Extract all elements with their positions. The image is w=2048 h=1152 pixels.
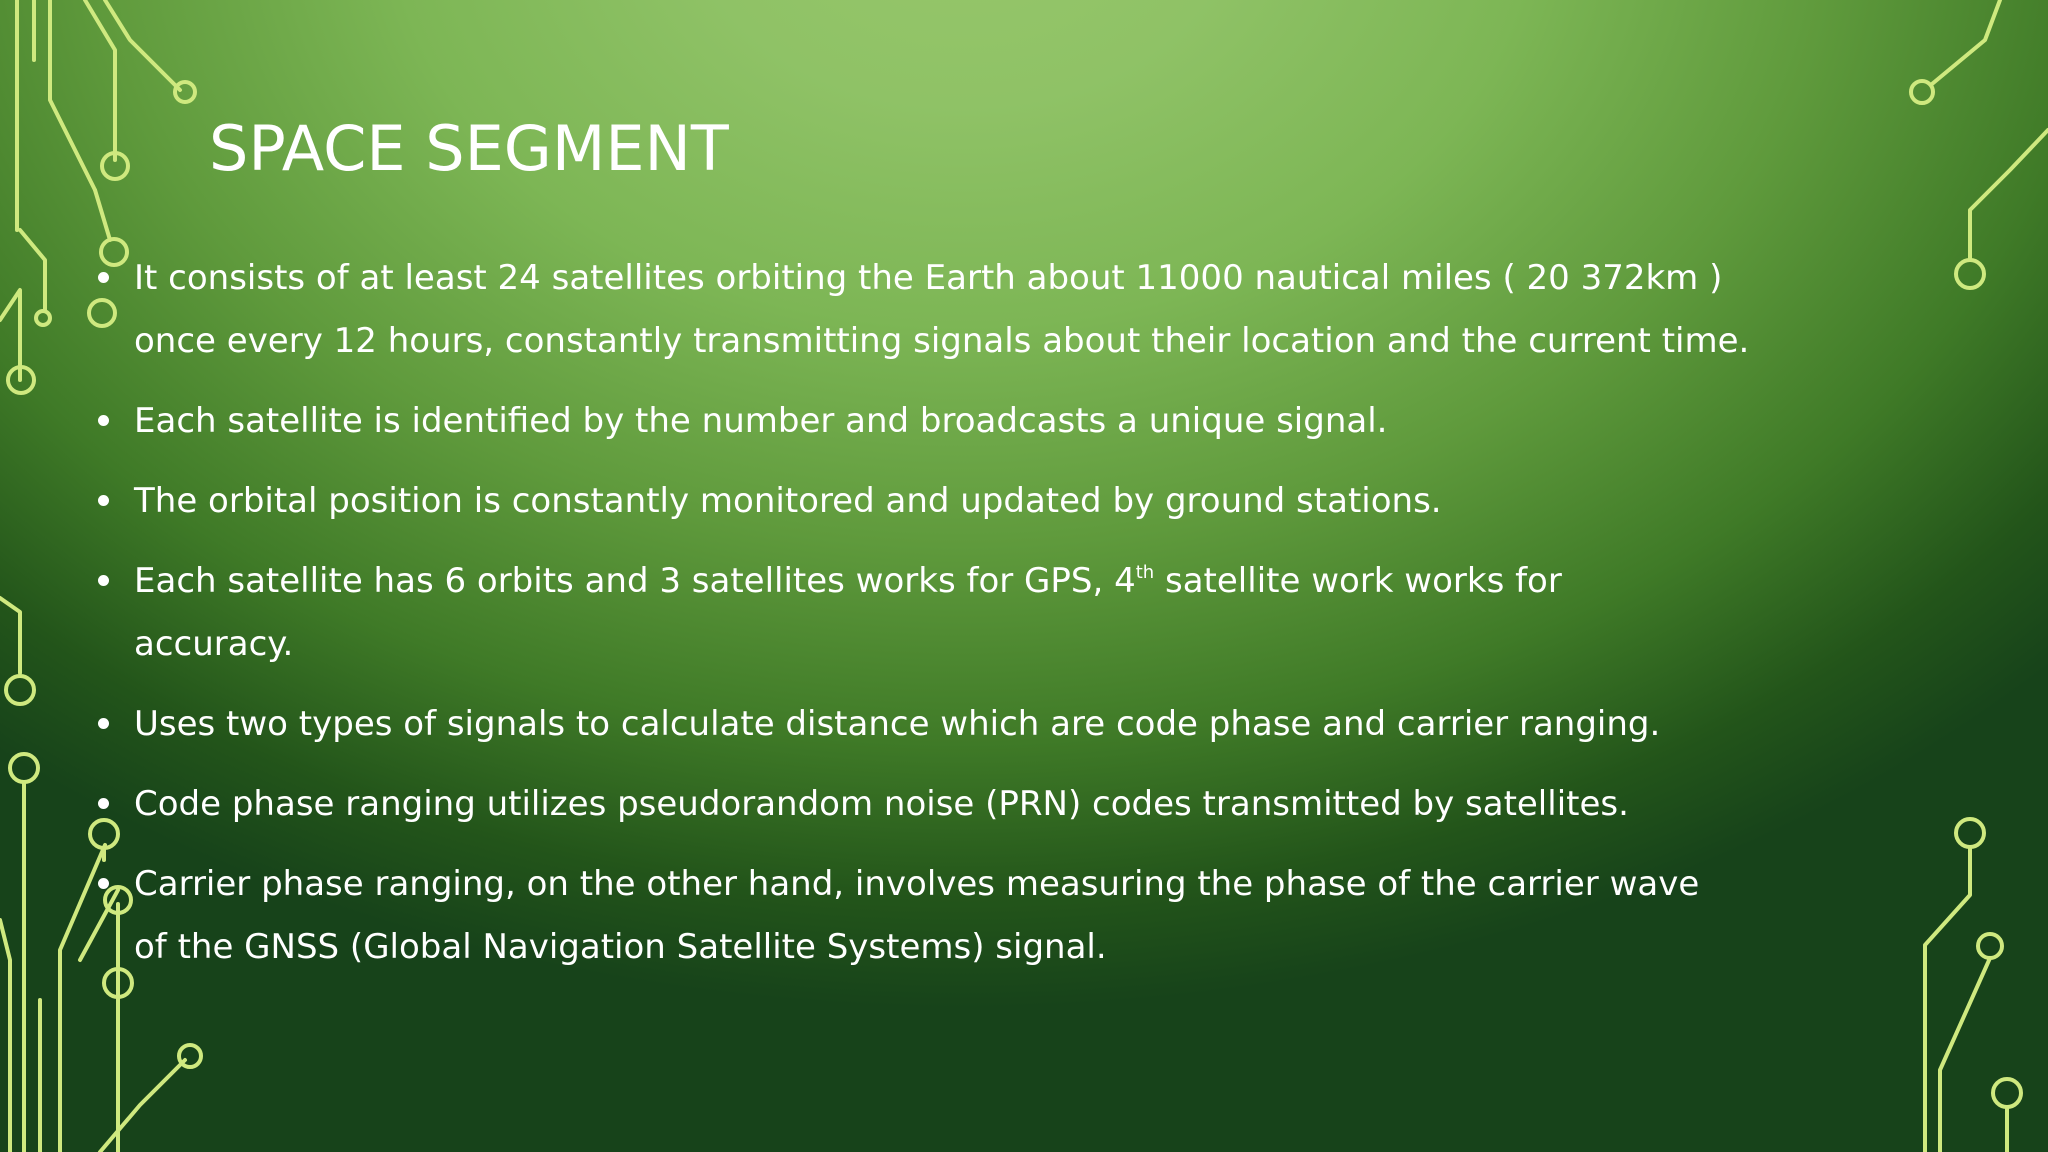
bullet-list [94,247,1794,996]
bullet-text: once every 12 hours, constantly transmitting signals about their location and the current time. [134,321,1750,361]
bullet-item [94,853,1794,979]
bullet-dot [98,575,109,586]
bullet-text: It consists of at least 24 satellites orbiting the Earth about 11000 nautical miles ( 20 372km ) [134,258,1723,298]
bullet-text: of the GNSS (Global Navigation Satellite Systems) signal. [134,927,1107,967]
bullet-item [94,693,1794,756]
bullet-text: Code phase ranging utilizes pseudorandom noise (PRN) codes transmitted by satellites. [134,784,1629,824]
ordinal-suffix: th [1135,562,1155,583]
bullet-text-line [134,550,1794,613]
bullet-text: Carrier phase ranging, on the other hand, involves measuring the phase of the carrier wave [134,864,1700,904]
bullet-item [94,470,1794,533]
bullet-text: The orbital position is constantly monitored and updated by ground stations. [134,481,1442,521]
circuit-right-top [1911,0,2048,288]
bullet-item [94,390,1794,453]
circuit-right-bottom [1925,819,2021,1152]
bullet-item [94,550,1794,676]
bullet-text: satellite work works for [1154,561,1562,601]
bullet-dot [98,415,109,426]
bullet-item [94,773,1794,836]
bullet-text: Each satellite is identified by the number and broadcasts a unique signal. [134,401,1388,441]
bullet-dot [98,718,109,729]
bullet-dot [98,495,109,506]
bullet-text: Each satellite has 6 orbits and 3 satellites works for GPS, 4 [134,561,1136,601]
bullet-dot [98,272,109,283]
bullet-item [94,247,1794,373]
slide-title: SPACE SEGMENT [209,112,729,185]
bullet-dot [98,878,109,889]
bullet-text: Uses two types of signals to calculate distance which are code phase and carrier ranging. [134,704,1661,744]
bullet-dot [98,798,109,809]
circuit-left-mid [0,598,38,1152]
bullet-text: accuracy. [134,624,294,664]
